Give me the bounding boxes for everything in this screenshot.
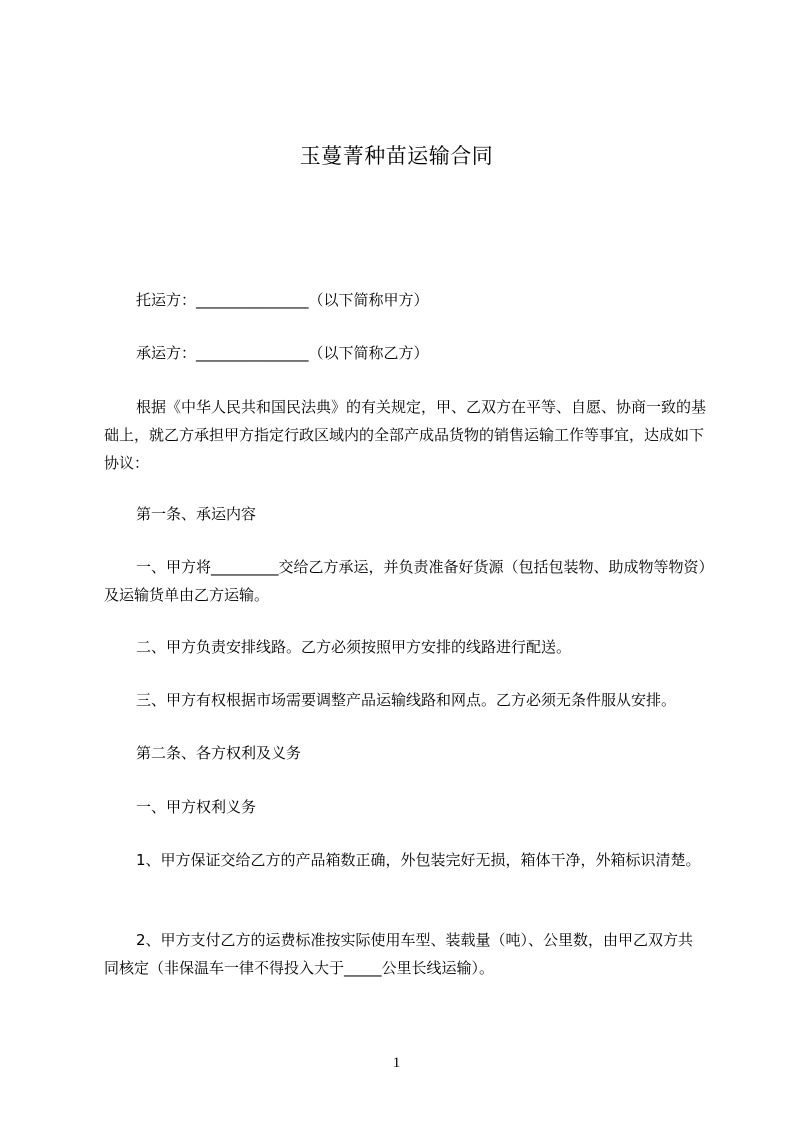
article2-item1: 1、甲方保证交给乙方的产品箱数正确，外包装完好无损，箱体干净，外箱标识清楚。 [136, 851, 701, 869]
article2-heading: 第二条、各方权利及义务 [136, 744, 302, 762]
article1-item3: 三、甲方有权根据市场需要调整产品运输线路和网点。乙方必须无条件服从安排。 [136, 691, 677, 709]
article1-heading: 第一条、承运内容 [136, 505, 257, 523]
article1-item2: 二、甲方负责安排线路。乙方必须按照甲方安排的线路进行配送。 [136, 638, 572, 656]
article2-sub1-heading: 一、甲方权利义务 [136, 798, 257, 816]
document-title: 玉蔓菁种苗运输合同 [299, 144, 494, 168]
party-a-line: 托运方：_______________（以下简称甲方） [136, 291, 429, 309]
article2-item2: 2、甲方支付乙方的运费标准按实际使用车型、装载量（吨）、公里数，由甲乙双方共同核定（非保温车一律不得投入大于_____公里长线运输）。 [104, 931, 694, 977]
party-b-line: 承运方：_______________（以下简称乙方） [136, 344, 429, 362]
page-number: 1 [392, 1055, 401, 1071]
preamble-paragraph: 根据《中华人民共和国民法典》的有关规定，甲、乙双方在平等、自愿、协商一致的基础上，就乙方承担甲方指定行政区域内的全部产成品货物的销售运输工作等事宜，达成如下协议： [104, 398, 707, 472]
article1-item1: 一、甲方将_________交给乙方承运，并负责准备好货源（包括包装物、助成物等物资）及运输货单由乙方运输。 [104, 558, 707, 604]
